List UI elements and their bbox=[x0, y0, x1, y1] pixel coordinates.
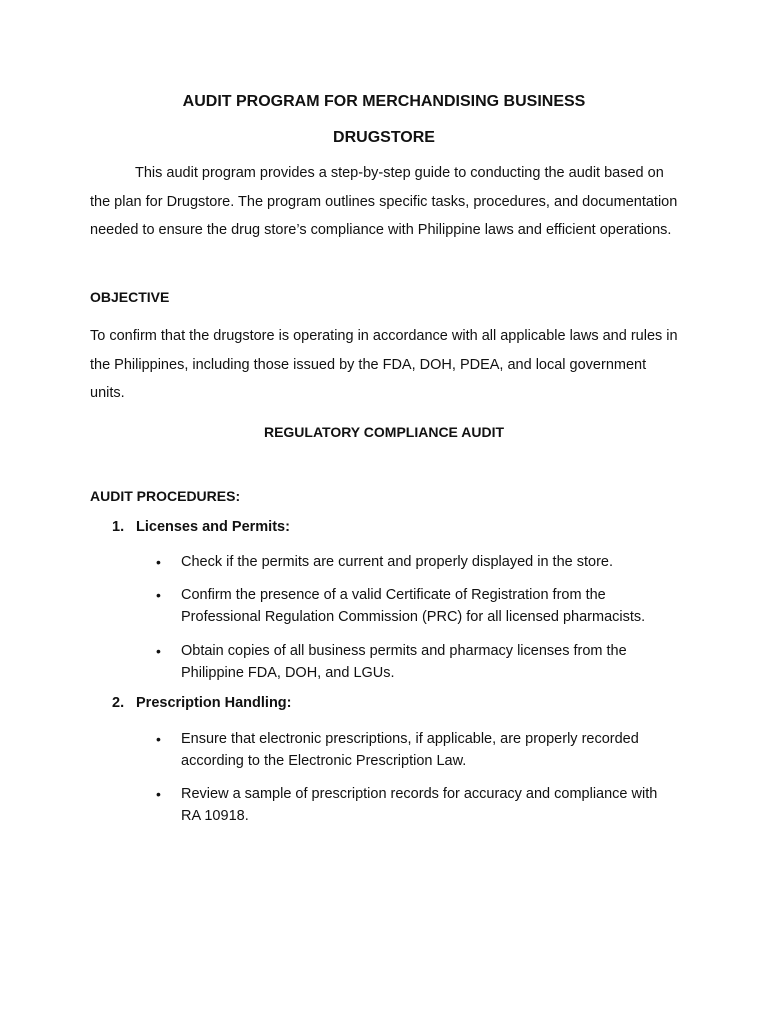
bullet-item bbox=[156, 728, 676, 772]
bullet-item bbox=[156, 640, 676, 684]
bullet-text: Confirm the presence of a valid Certificate of Registration from the Professional Regulation Commission (PRC) for all licensed pharmacists. bbox=[181, 587, 646, 625]
bullet-icon: • bbox=[156, 554, 161, 570]
bullet-icon: • bbox=[156, 731, 161, 747]
section-heading: REGULATORY COMPLIANCE AUDIT bbox=[263, 424, 505, 440]
document-subtitle: DRUGSTORE bbox=[333, 129, 435, 146]
procedures-heading: AUDIT PROCEDURES: bbox=[90, 488, 241, 504]
bullet-item bbox=[156, 551, 676, 573]
bullet-icon: • bbox=[156, 643, 161, 659]
bullet-icon: • bbox=[156, 786, 161, 802]
bullet-text: Review a sample of prescription records for accuracy and compliance with RA 10918. bbox=[181, 786, 658, 824]
intro-paragraph: This audit program provides a step-by-step guide to conducting the audit based on the plan for Drugstore. The program outlines specific tasks, procedures, and documentation needed to ensure the drug store’s compliance with Philippine laws and efficient operations. bbox=[90, 165, 678, 238]
objective-paragraph: To confirm that the drugstore is operating in accordance with all applicable laws and rules in the Philippines, including those issued by the FDA, DOH, PDEA, and local government units. bbox=[90, 328, 678, 401]
procedure-item-1 bbox=[112, 519, 290, 535]
procedure-number: 2. bbox=[112, 695, 125, 711]
procedure-number: 1. bbox=[112, 519, 125, 535]
bullet-text: Obtain copies of all business permits and pharmacy licenses from the Philippine FDA, DOH, and LGUs. bbox=[181, 643, 627, 681]
bullet-item bbox=[156, 783, 676, 827]
document-title: AUDIT PROGRAM FOR MERCHANDISING BUSINESS bbox=[182, 93, 586, 110]
bullet-text: Ensure that electronic prescriptions, if applicable, are properly recorded according to the Electronic Prescription Law. bbox=[181, 731, 639, 769]
bullet-icon: • bbox=[156, 587, 161, 603]
bullet-text: Check if the permits are current and properly displayed in the store. bbox=[181, 554, 613, 570]
bullet-item bbox=[156, 584, 676, 628]
procedure-title: Prescription Handling: bbox=[136, 695, 292, 711]
objective-heading: OBJECTIVE bbox=[90, 289, 170, 305]
procedure-item-2 bbox=[112, 695, 292, 711]
procedure-title: Licenses and Permits: bbox=[136, 519, 290, 535]
